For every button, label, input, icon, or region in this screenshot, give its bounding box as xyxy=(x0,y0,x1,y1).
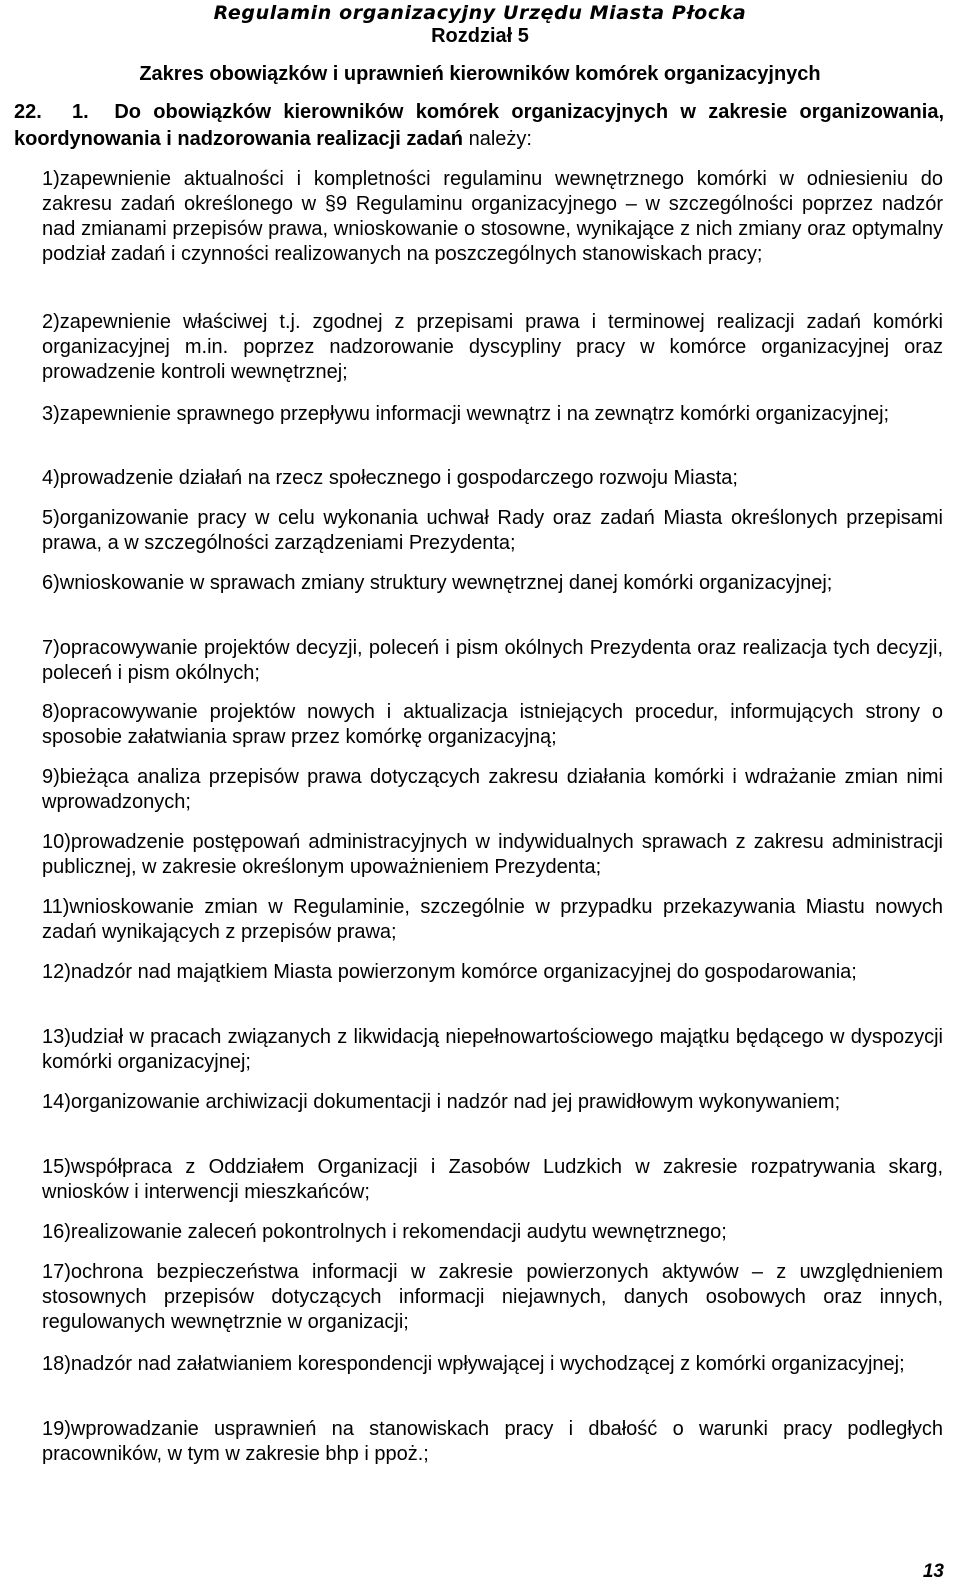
section-lead xyxy=(14,99,944,153)
list-item-text: prowadzenie działań na rzecz społecznego i gospodarczego rozwoju Miasta; xyxy=(59,467,738,489)
list-item-text: wprowadzanie usprawnień na stanowiskach pracy i dbałość o warunki pracy podległych pracowników, w tym w zakresie bhp i ppoż.; xyxy=(42,1418,943,1465)
list-item-number: 8) xyxy=(42,701,60,723)
list-item-number: 3) xyxy=(42,403,60,425)
list-item-text: współpraca z Oddziałem Organizacji i Zasobów Ludzkich w zakresie rozpatrywania skarg, wniosków i interwencji mieszkańców; xyxy=(42,1156,943,1203)
section-number: 22. xyxy=(14,101,42,123)
list-item-text: zapewnienie sprawnego przepływu informacji wewnątrz i na zewnątrz komórki organizacyjnej; xyxy=(59,403,890,425)
list-item xyxy=(42,466,943,491)
list-item xyxy=(42,636,943,686)
list-item-number: 16) xyxy=(42,1221,71,1243)
list-item-text: organizowanie pracy w celu wykonania uchwał Rady oraz zadań Miasta określonych przepisami prawa, a w szczególności zarządzeniami Prezydenta; xyxy=(42,507,943,554)
list-item-number: 19) xyxy=(42,1418,71,1440)
list-item xyxy=(42,1260,943,1335)
list-item-text: nadzór nad majątkiem Miasta powierzonym komórce organizacyjnej do gospodarowania; xyxy=(70,961,857,983)
list-item-text: zapewnienie właściwej t.j. zgodnej z przepisami prawa i terminowej realizacji zadań komórki organizacyjnej m.in. poprzez nadzorowanie dyscypliny pracy w komórce organizacyjnej oraz prowadzenie kontroli wewnętrznej; xyxy=(42,311,943,383)
running-title: Regulamin organizacyjny Urzędu Miasta Płocka xyxy=(213,2,747,24)
list-item-text: nadzór nad załatwianiem korespondencji wpływającej i wychodzącej z komórki organizacyjnej; xyxy=(70,1353,905,1375)
list-item-number: 12) xyxy=(42,961,71,983)
list-item xyxy=(42,506,943,556)
list-item-number: 5) xyxy=(42,507,60,529)
list-item-number: 6) xyxy=(42,572,60,594)
list-item-number: 11) xyxy=(42,896,70,918)
list-item xyxy=(42,1417,943,1467)
list-item xyxy=(42,571,943,596)
list-item-number: 1) xyxy=(42,168,60,190)
list-item xyxy=(42,167,943,267)
list-item-number: 9) xyxy=(42,766,60,788)
list-item xyxy=(42,310,943,385)
list-item-number: 4) xyxy=(42,467,60,489)
chapter-number: Rozdział 5 xyxy=(431,25,529,47)
list-item-text: wnioskowanie zmian w Regulaminie, szczególnie w przypadku przekazywania Miastu nowych zadań wynikających z przepisów prawa; xyxy=(42,896,943,943)
list-item xyxy=(42,700,943,750)
list-item-number: 13) xyxy=(42,1026,71,1048)
list-item-text: bieżąca analiza przepisów prawa dotyczących zakresu działania komórki i wdrażanie zmian nimi wprowadzonych; xyxy=(42,766,943,813)
list-item-number: 18) xyxy=(42,1353,71,1375)
list-item-text: wnioskowanie w sprawach zmiany struktury wewnętrznej danej komórki organizacyjnej; xyxy=(59,572,833,594)
paragraph-number: 1. xyxy=(72,101,89,123)
list-item xyxy=(42,830,943,880)
list-item xyxy=(42,1025,943,1075)
list-item-text: prowadzenie postępowań administracyjnych w indywidualnych sprawach z zakresu administracji publicznej, w zakresie określonym upoważnieniem Prezydenta; xyxy=(42,831,943,878)
list-item-number: 17) xyxy=(42,1261,71,1283)
page-number: 13 xyxy=(922,1561,944,1582)
list-item-text: opracowywanie projektów nowych i aktualizacja istniejących procedur, informujących strony o sposobie załatwiania spraw przez komórkę organizacyjną; xyxy=(42,701,943,748)
list-item-text: realizowanie zaleceń pokontrolnych i rekomendacji audytu wewnętrznego; xyxy=(70,1221,727,1243)
list-item xyxy=(42,960,943,985)
list-item xyxy=(42,1352,943,1377)
list-item-number: 10) xyxy=(42,831,71,853)
list-item-number: 7) xyxy=(42,637,60,659)
list-item xyxy=(42,1220,943,1245)
list-item-number: 2) xyxy=(42,311,60,333)
section-lead-tail: należy: xyxy=(468,128,532,150)
list-item xyxy=(42,895,943,945)
list-item-text: ochrona bezpieczeństwa informacji w zakresie powierzonych aktywów – z uwzględnieniem stosownych przepisów dotyczących informacji niejawnych, danych osobowych oraz innych, regulowanych wewnętrznie w organizacji; xyxy=(42,1261,943,1333)
list-item xyxy=(42,402,943,427)
chapter-title: Zakres obowiązków i uprawnień kierowników komórek organizacyjnych xyxy=(139,63,821,85)
list-item-text: udział w pracach związanych z likwidacją niepełnowartościowego majątku będącego w dyspozycji komórki organizacyjnej; xyxy=(42,1026,943,1073)
list-item-number: 14) xyxy=(42,1091,71,1113)
list-item-text: zapewnienie aktualności i kompletności regulaminu wewnętrznego komórki w odniesieniu do zakresu zadań określonego w §9 Regulaminu organizacyjnego – w szczególności poprzez nadzór nad zmianami przepisów prawa, wnioskowanie o stosowne, wynikające z nich zmiany oraz optymalny podział zadań i czynności realizowanych na poszczególnych stanowiskach pracy; xyxy=(42,168,943,265)
list-item-text: opracowywanie projektów decyzji, poleceń i pism okólnych Prezydenta oraz realizacja tych decyzji, poleceń i pism okólnych; xyxy=(42,637,943,684)
list-item xyxy=(42,1155,943,1205)
list-item-text: organizowanie archiwizacji dokumentacji i nadzór nad jej prawidłowym wykonywaniem; xyxy=(70,1091,841,1113)
list-item xyxy=(42,1090,943,1115)
list-item-number: 15) xyxy=(42,1156,71,1178)
section-lead-text: Do obowiązków kierowników komórek organizacyjnych w zakresie organizowania, koordynowania i nadzorowania realizacji zadań xyxy=(14,101,944,150)
list-item xyxy=(42,765,943,815)
